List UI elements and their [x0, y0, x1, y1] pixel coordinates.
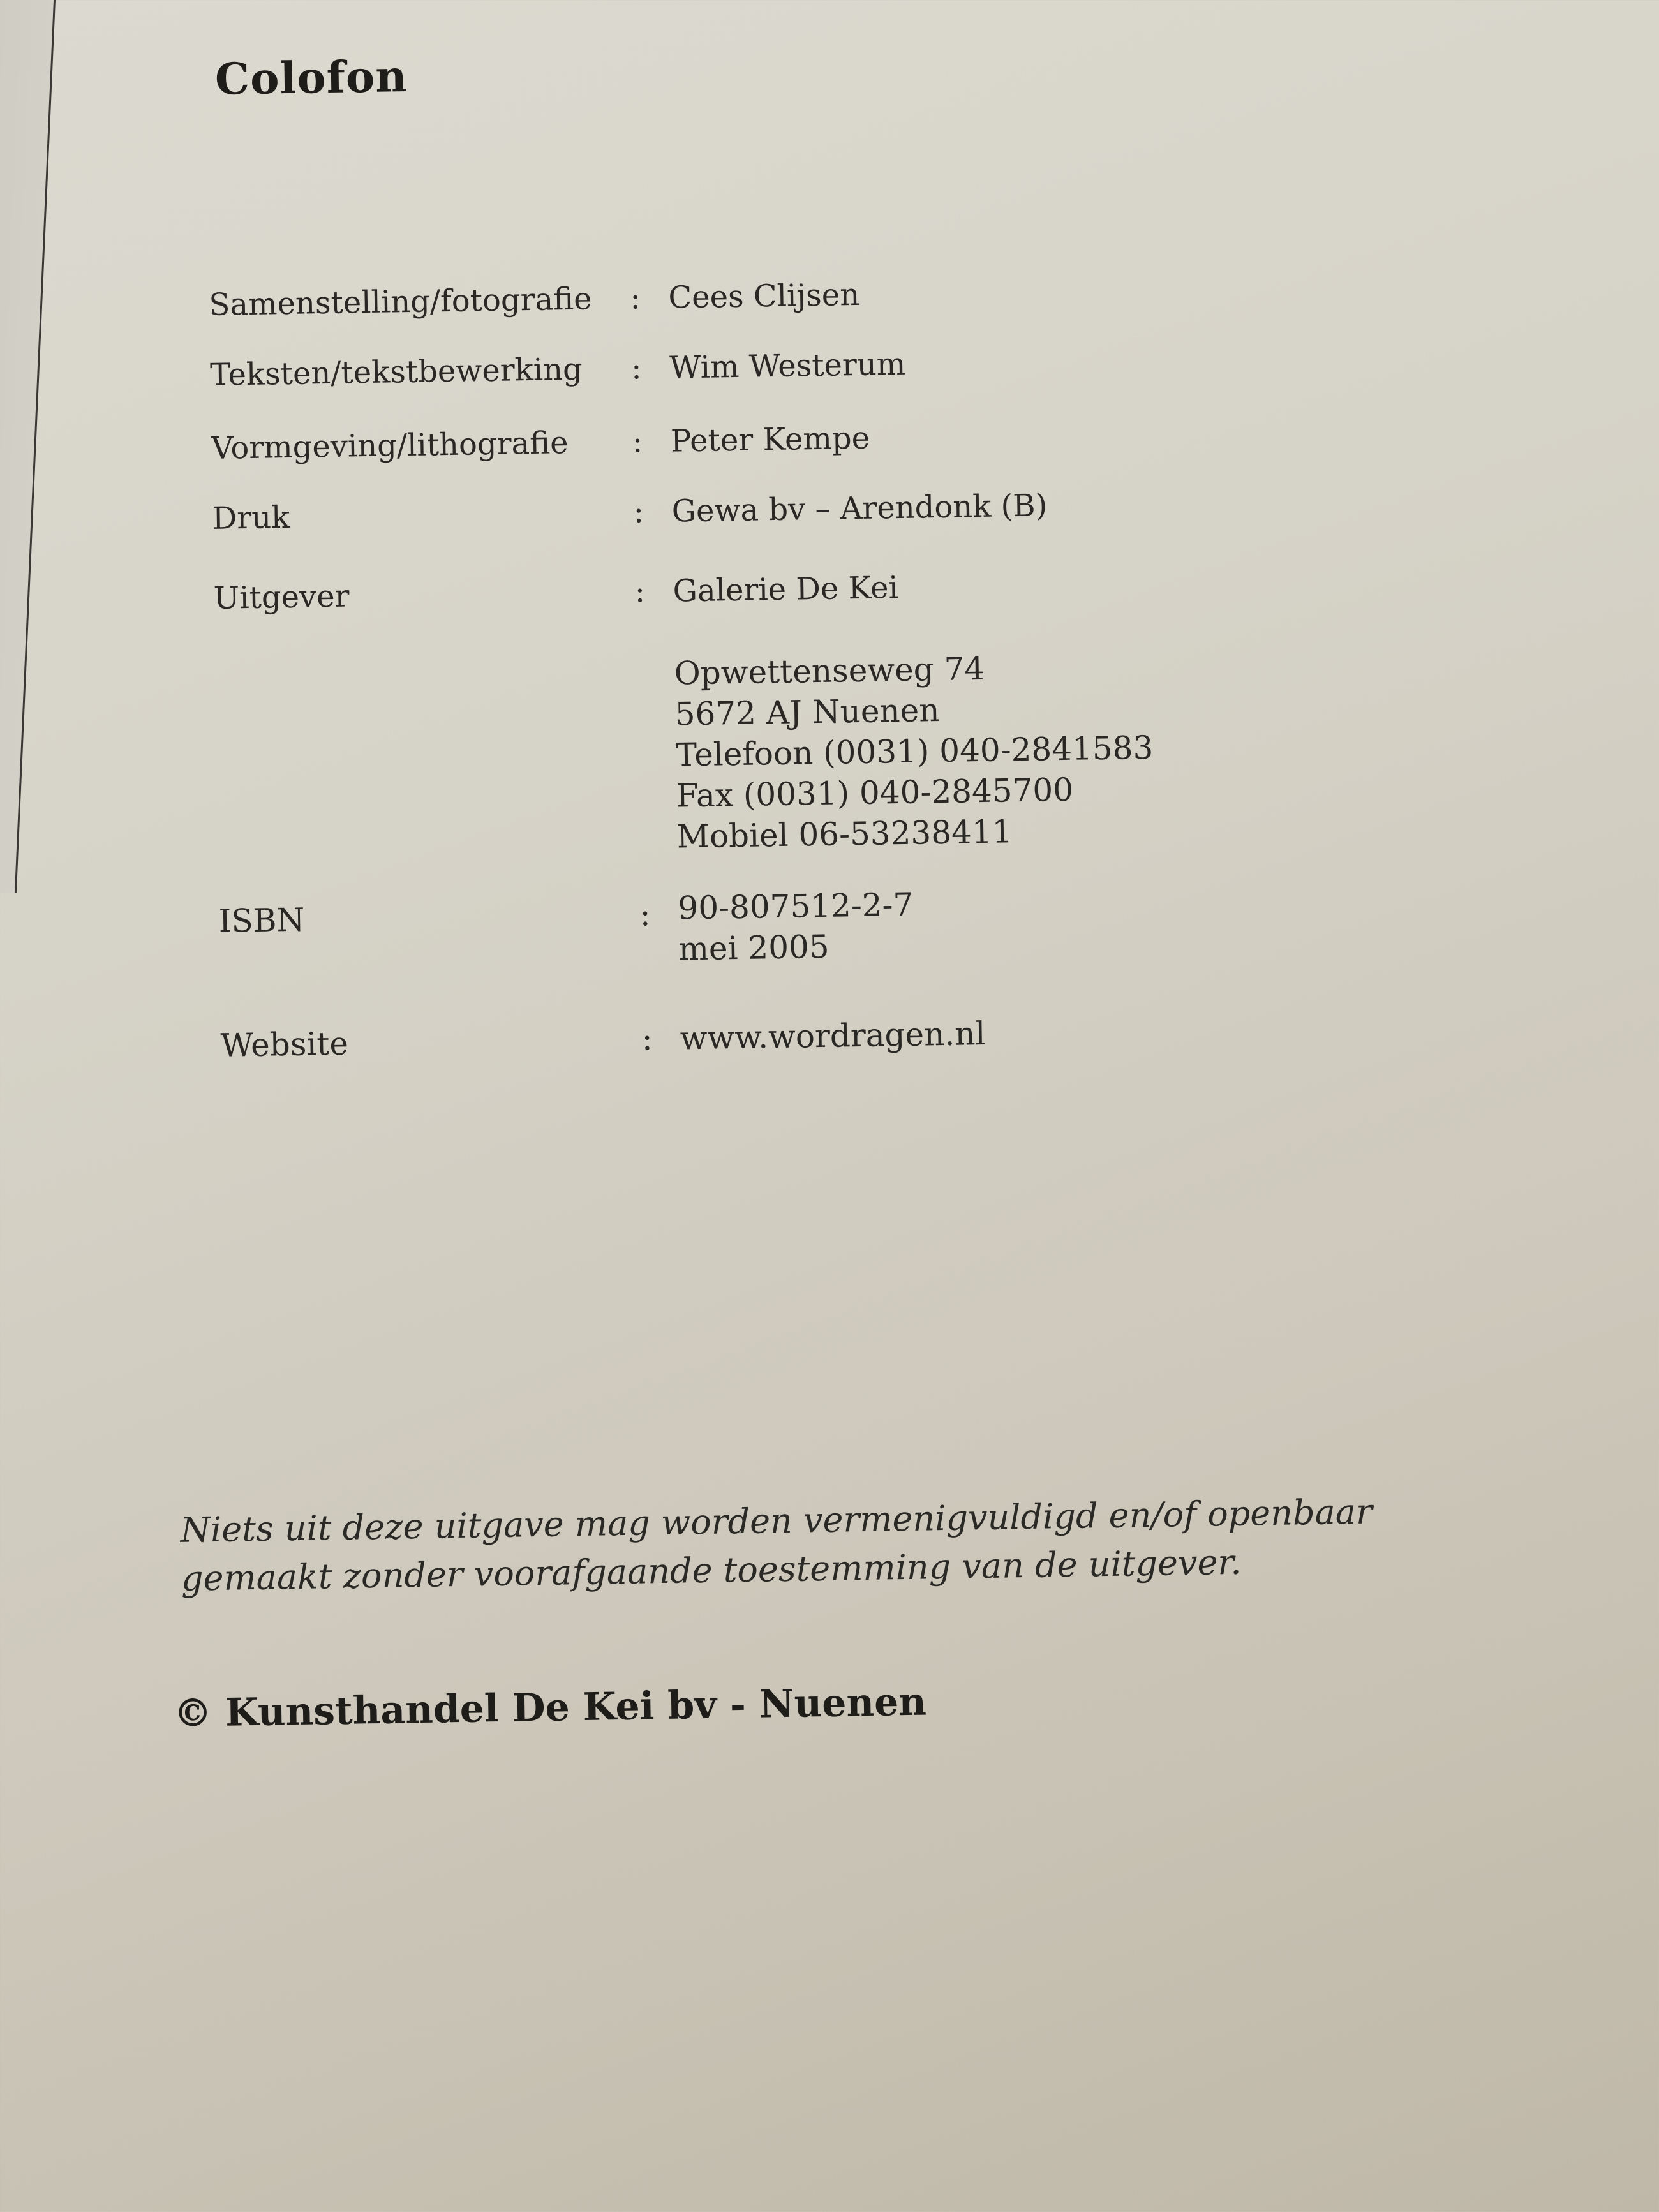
isbn-colon: :: [639, 896, 651, 933]
credit-label: Vormgeving/lithografie: [211, 425, 569, 466]
credit-value: Cees Clijsen: [668, 276, 860, 316]
credit-value: Wim Westerum: [669, 346, 906, 386]
credit-row-print: [8, 478, 1659, 537]
isbn-label: ISBN: [218, 901, 305, 940]
website-url: www.wordragen.nl: [680, 1014, 986, 1057]
credit-colon: :: [630, 350, 642, 387]
credit-row-texts: [6, 334, 1659, 393]
credit-colon: :: [632, 424, 643, 460]
address-street: Opwettenseweg 74: [674, 649, 985, 692]
credit-value: Peter Kempe: [670, 420, 870, 459]
credit-label: Teksten/tekstbewerking: [209, 351, 583, 393]
address-mobile: Mobiel 06-53238411: [676, 813, 1013, 856]
credit-colon: :: [633, 494, 644, 530]
credit-row-compilation: [4, 264, 1659, 323]
credit-value: Galerie De Kei: [673, 570, 899, 609]
credit-colon: :: [630, 280, 641, 316]
credit-colon: :: [634, 574, 646, 610]
credit-label: Samenstelling/fotografie: [209, 281, 593, 323]
page-title: Colofon: [214, 50, 408, 105]
website-colon: :: [641, 1020, 653, 1058]
publisher-address: [674, 646, 1155, 857]
isbn-values: [678, 884, 914, 970]
address-fax: Fax (0031) 040-2845700: [676, 771, 1074, 815]
isbn-number: 90-807512-2-7: [678, 886, 914, 927]
address-phone: Telefoon (0031) 040-2841583: [675, 729, 1154, 774]
website-row: [16, 1004, 1659, 1064]
address-postcode: 5672 AJ Nuenen: [674, 692, 940, 733]
credit-label: Druk: [212, 499, 290, 537]
copyright-disclaimer: Niets uit deze uitgave mag worden vermenigvuldigd en/of openbaar gemaakt zonder voorafgaande toestemming van de uitgever.: [180, 1491, 1373, 1599]
website-label: Website: [220, 1025, 349, 1064]
copyright-notice: © Kunsthandel De Kei bv - Nuenen: [173, 1679, 927, 1737]
credit-value: Gewa bv – Arendonk (B): [671, 487, 1048, 530]
credit-label: Uitgever: [213, 578, 350, 616]
credit-row-publisher: [9, 558, 1659, 616]
credit-row-design: [7, 408, 1659, 466]
publication-date: mei 2005: [678, 928, 830, 968]
